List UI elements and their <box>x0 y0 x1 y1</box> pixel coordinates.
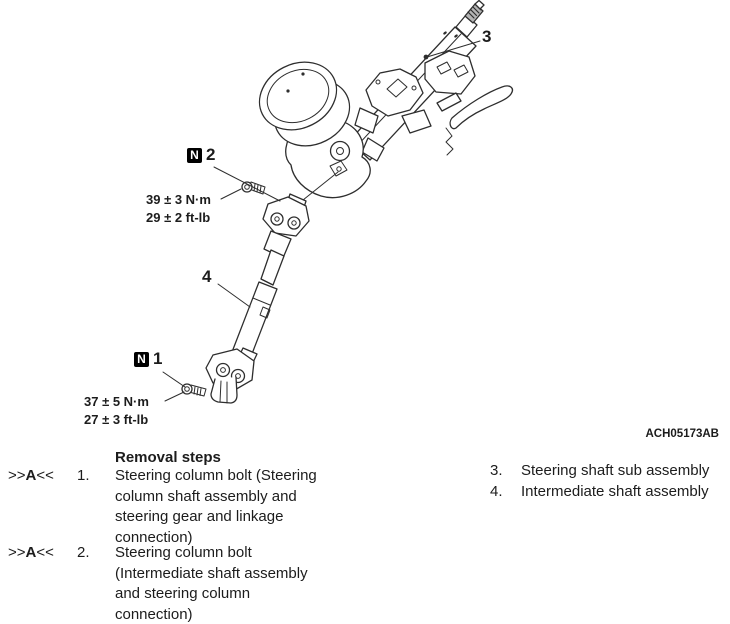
part-number: 3. <box>490 462 503 479</box>
step-number: 2. <box>77 544 90 561</box>
removal-steps-title: Removal steps <box>115 449 221 466</box>
step-text: Steering column bolt (Steering column shaft assembly and steering gear and linkage connection) <box>115 467 317 546</box>
torque-spec-lower-nm: 37 ± 5 N·m <box>84 394 149 409</box>
note-n-icon: N <box>187 148 202 163</box>
figure-code: ACH05173AB <box>645 428 719 440</box>
lower-column-bolt-drawing <box>182 384 206 396</box>
removal-step-row-2 <box>8 543 327 624</box>
part-callout-4: 4 <box>202 267 212 286</box>
torque-spec-lower-ftlb: 27 ± 3 ft-lb <box>84 412 149 427</box>
part-text: Steering shaft sub assembly <box>521 462 710 479</box>
step-text: Steering column bolt (Intermediate shaft assembly and steering column connection) <box>115 544 308 623</box>
part-callout-3: 3 <box>482 27 492 46</box>
step-number: 1. <box>77 467 90 484</box>
step-marker: >>A<< <box>8 467 54 484</box>
torque-spec-upper-ftlb: 29 ± 2 ft-lb <box>146 210 211 225</box>
parts-list-item <box>490 461 709 482</box>
note-n-icon: N <box>134 352 149 367</box>
intermediate-shaft-assembly-drawing <box>206 194 309 403</box>
parts-list-item <box>490 482 709 503</box>
torque-spec-upper-nm: 39 ± 3 N·m <box>146 192 211 207</box>
part-number: 4. <box>490 482 503 500</box>
removal-step-row-1 <box>8 466 327 548</box>
parts-list-right <box>490 461 709 502</box>
step-marker: >>A<< <box>8 544 54 561</box>
upper-column-bolt-drawing <box>242 182 265 194</box>
note-callout-2: 2 <box>206 145 216 164</box>
note-callout-1: 1 <box>153 349 163 368</box>
part-text: Intermediate shaft assembly <box>521 482 709 500</box>
steering-shaft-sub-assembly-drawing <box>248 1 513 198</box>
